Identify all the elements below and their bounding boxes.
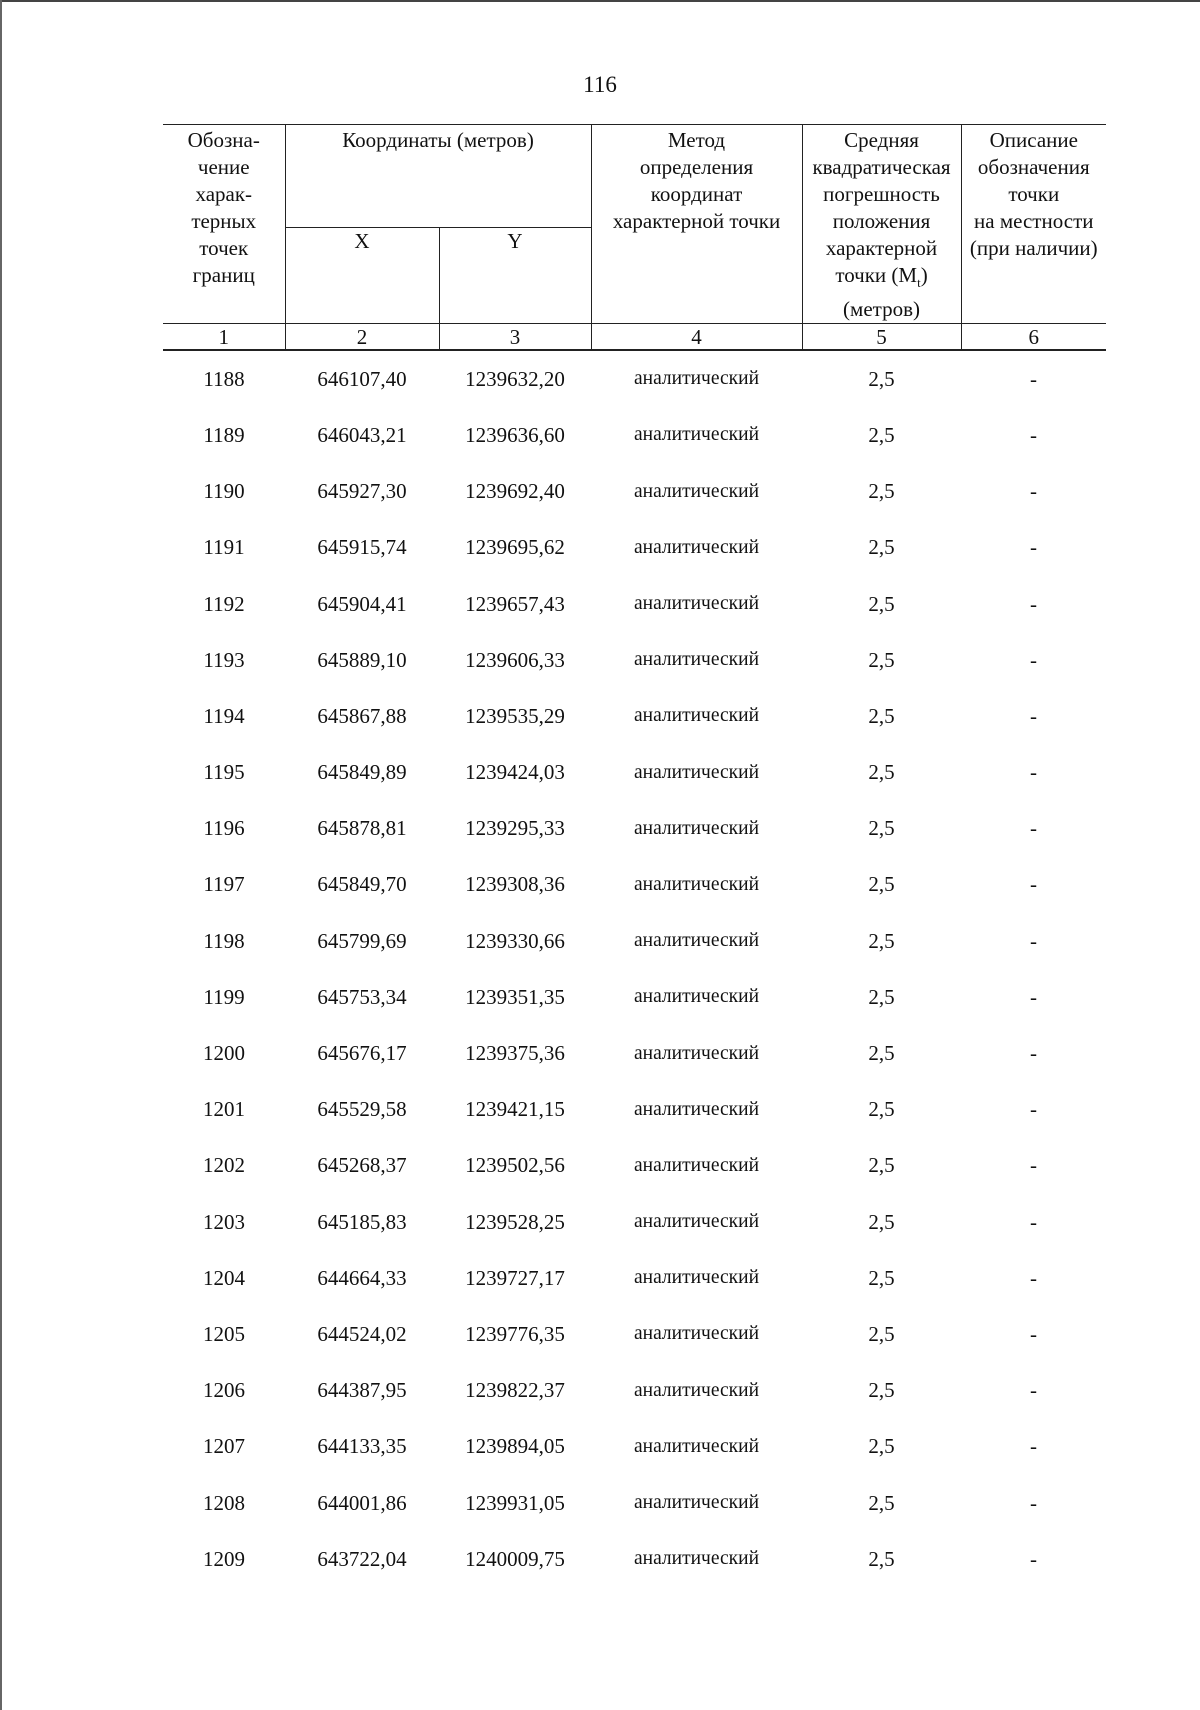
y-coordinate-cell: 1239931,05 — [465, 1490, 565, 1515]
table-header — [163, 125, 1106, 351]
table-row — [163, 1025, 1106, 1081]
error-cell: 2,5 — [868, 479, 895, 504]
description-cell: - — [1030, 703, 1038, 728]
header-error-subscript: t — [917, 275, 921, 291]
point-id-cell: 1203 — [203, 1209, 245, 1234]
point-id-cell: 1191 — [203, 535, 245, 560]
method-cell: аналитический — [634, 817, 760, 839]
y-coordinate-cell: 1240009,75 — [465, 1546, 565, 1571]
y-coordinate-cell: 1239727,17 — [465, 1265, 565, 1290]
table-row — [163, 1363, 1106, 1419]
error-cell: 2,5 — [868, 1097, 895, 1122]
table-row — [163, 1250, 1106, 1306]
y-coordinate-cell: 1239424,03 — [465, 760, 565, 785]
description-cell: - — [1030, 1490, 1038, 1515]
x-coordinate-cell: 645867,88 — [317, 703, 407, 728]
y-coordinate-cell: 1239421,15 — [465, 1097, 565, 1122]
column-number-3: 3 — [439, 324, 591, 351]
x-coordinate-cell: 644133,35 — [317, 1434, 407, 1459]
x-coordinate-cell: 645268,37 — [317, 1153, 407, 1178]
description-cell: - — [1030, 760, 1038, 785]
method-cell: аналитический — [634, 1492, 760, 1514]
x-coordinate-cell: 645753,34 — [317, 984, 407, 1009]
point-id-cell: 1196 — [203, 816, 245, 841]
method-cell: аналитический — [634, 1548, 760, 1570]
point-id-cell: 1189 — [203, 422, 245, 447]
point-id-cell: 1205 — [203, 1321, 245, 1346]
column-number-1: 1 — [163, 324, 285, 351]
table-row — [163, 1138, 1106, 1194]
table-row — [163, 745, 1106, 801]
y-coordinate-cell: 1239330,66 — [465, 928, 565, 953]
description-cell: - — [1030, 1097, 1038, 1122]
error-cell: 2,5 — [868, 1546, 895, 1571]
error-cell: 2,5 — [868, 1209, 895, 1234]
column-number-6: 6 — [961, 324, 1106, 351]
y-coordinate-cell: 1239528,25 — [465, 1209, 565, 1234]
point-id-cell: 1192 — [203, 591, 245, 616]
x-coordinate-cell: 644387,95 — [317, 1378, 407, 1403]
x-coordinate-cell: 644664,33 — [317, 1265, 407, 1290]
y-coordinate-cell: 1239776,35 — [465, 1321, 565, 1346]
point-id-cell: 1201 — [203, 1097, 245, 1122]
method-cell: аналитический — [634, 424, 760, 446]
x-coordinate-cell: 645889,10 — [317, 647, 407, 672]
description-cell: - — [1030, 422, 1038, 447]
description-cell: - — [1030, 1209, 1038, 1234]
x-coordinate-cell: 645878,81 — [317, 816, 407, 841]
y-coordinate-cell: 1239351,35 — [465, 984, 565, 1009]
error-cell: 2,5 — [868, 647, 895, 672]
point-id-cell: 1190 — [203, 479, 245, 504]
header-point-designation: Обозна- чение харак- терных точек границ — [163, 125, 285, 324]
x-coordinate-cell: 645927,30 — [317, 479, 407, 504]
table-row — [163, 632, 1106, 688]
column-numbers-row — [163, 324, 1106, 351]
error-cell: 2,5 — [868, 1378, 895, 1403]
description-cell: - — [1030, 479, 1038, 504]
x-coordinate-cell: 645185,83 — [317, 1209, 407, 1234]
header-error-text: Средняя квадратическая погрешность положения характерной точки (M — [812, 128, 951, 287]
table-row — [163, 1531, 1106, 1587]
error-cell: 2,5 — [868, 422, 895, 447]
table-row — [163, 857, 1106, 913]
method-cell: аналитический — [634, 705, 760, 727]
description-cell: - — [1030, 647, 1038, 672]
error-cell: 2,5 — [868, 872, 895, 897]
table-row — [163, 1082, 1106, 1138]
table-row — [163, 464, 1106, 520]
y-coordinate-cell: 1239375,36 — [465, 1041, 565, 1066]
point-id-cell: 1200 — [203, 1041, 245, 1066]
error-cell: 2,5 — [868, 1434, 895, 1459]
method-cell: аналитический — [634, 1098, 760, 1120]
y-coordinate-cell: 1239295,33 — [465, 816, 565, 841]
method-cell: аналитический — [634, 1042, 760, 1064]
method-cell: аналитический — [634, 593, 760, 615]
method-cell: аналитический — [634, 761, 760, 783]
y-coordinate-cell: 1239692,40 — [465, 479, 565, 504]
method-cell: аналитический — [634, 536, 760, 558]
x-coordinate-cell: 645849,70 — [317, 872, 407, 897]
table-row — [163, 576, 1106, 632]
description-cell: - — [1030, 872, 1038, 897]
y-coordinate-cell: 1239822,37 — [465, 1378, 565, 1403]
point-id-cell: 1202 — [203, 1153, 245, 1178]
error-cell: 2,5 — [868, 1153, 895, 1178]
error-cell: 2,5 — [868, 816, 895, 841]
x-coordinate-cell: 645904,41 — [317, 591, 407, 616]
method-cell: аналитический — [634, 480, 760, 502]
x-coordinate-cell: 645849,89 — [317, 760, 407, 785]
column-number-2: 2 — [285, 324, 439, 351]
error-cell: 2,5 — [868, 928, 895, 953]
point-id-cell: 1188 — [203, 366, 245, 391]
description-cell: - — [1030, 816, 1038, 841]
description-cell: - — [1030, 1378, 1038, 1403]
x-coordinate-cell: 644524,02 — [317, 1321, 407, 1346]
page-number: 116 — [583, 72, 617, 97]
error-cell: 2,5 — [868, 1490, 895, 1515]
y-coordinate-cell: 1239632,20 — [465, 366, 565, 391]
method-cell: аналитический — [634, 986, 760, 1008]
x-coordinate-cell: 645529,58 — [317, 1097, 407, 1122]
table-row — [163, 801, 1106, 857]
point-id-cell: 1209 — [203, 1546, 245, 1571]
method-cell: аналитический — [634, 1154, 760, 1176]
method-cell: аналитический — [634, 649, 760, 671]
x-coordinate-cell: 645676,17 — [317, 1041, 407, 1066]
point-id-cell: 1198 — [203, 928, 245, 953]
error-cell: 2,5 — [868, 535, 895, 560]
error-cell: 2,5 — [868, 984, 895, 1009]
method-cell: аналитический — [634, 1379, 760, 1401]
error-cell: 2,5 — [868, 591, 895, 616]
point-id-cell: 1207 — [203, 1434, 245, 1459]
error-cell: 2,5 — [868, 366, 895, 391]
description-cell: - — [1030, 1265, 1038, 1290]
coordinates-table-wrapper — [163, 124, 1106, 1587]
point-id-cell: 1208 — [203, 1490, 245, 1515]
table-row — [163, 688, 1106, 744]
y-coordinate-cell: 1239657,43 — [465, 591, 565, 616]
x-coordinate-cell: 646043,21 — [317, 422, 407, 447]
y-coordinate-cell: 1239308,36 — [465, 872, 565, 897]
description-cell: - — [1030, 366, 1038, 391]
point-id-cell: 1197 — [203, 872, 245, 897]
x-coordinate-cell: 644001,86 — [317, 1490, 407, 1515]
table-row — [163, 520, 1106, 576]
header-method: Метод определения координат характерной точки — [591, 125, 802, 324]
table-row — [163, 1475, 1106, 1531]
description-cell: - — [1030, 984, 1038, 1009]
error-cell: 2,5 — [868, 703, 895, 728]
table-row — [163, 913, 1106, 969]
method-cell: аналитический — [634, 1211, 760, 1233]
y-coordinate-cell: 1239636,60 — [465, 422, 565, 447]
column-number-4: 4 — [591, 324, 802, 351]
header-y: Y — [439, 228, 591, 324]
description-cell: - — [1030, 535, 1038, 560]
y-coordinate-cell: 1239502,56 — [465, 1153, 565, 1178]
scan-edge-left — [0, 0, 2, 1710]
point-id-cell: 1199 — [203, 984, 245, 1009]
method-cell: аналитический — [634, 873, 760, 895]
description-cell: - — [1030, 1434, 1038, 1459]
header-error-tail: ) (метров) — [843, 263, 928, 322]
error-cell: 2,5 — [868, 1321, 895, 1346]
y-coordinate-cell: 1239695,62 — [465, 535, 565, 560]
x-coordinate-cell: 643722,04 — [317, 1546, 407, 1571]
description-cell: - — [1030, 1321, 1038, 1346]
table-body — [163, 350, 1106, 1587]
description-cell: - — [1030, 591, 1038, 616]
table-row — [163, 407, 1106, 463]
table-row — [163, 1306, 1106, 1362]
table-row — [163, 969, 1106, 1025]
table-row — [163, 1419, 1106, 1475]
y-coordinate-cell: 1239606,33 — [465, 647, 565, 672]
description-cell: - — [1030, 1041, 1038, 1066]
method-cell: аналитический — [634, 1435, 760, 1457]
point-id-cell: 1206 — [203, 1378, 245, 1403]
description-cell: - — [1030, 1153, 1038, 1178]
point-id-cell: 1204 — [203, 1265, 245, 1290]
description-cell: - — [1030, 928, 1038, 953]
x-coordinate-cell: 646107,40 — [317, 366, 407, 391]
header-mean-square-error — [802, 125, 961, 324]
method-cell: аналитический — [634, 368, 760, 390]
y-coordinate-cell: 1239535,29 — [465, 703, 565, 728]
error-cell: 2,5 — [868, 760, 895, 785]
column-number-5: 5 — [802, 324, 961, 351]
error-cell: 2,5 — [868, 1041, 895, 1066]
header-coordinates-group: Координаты (метров) — [285, 125, 591, 228]
point-id-cell: 1194 — [203, 703, 245, 728]
x-coordinate-cell: 645915,74 — [317, 535, 407, 560]
method-cell: аналитический — [634, 1323, 760, 1345]
method-cell: аналитический — [634, 930, 760, 952]
description-cell: - — [1030, 1546, 1038, 1571]
table-row — [163, 350, 1106, 407]
header-description: Описание обозначения точки на местности (при наличии) — [961, 125, 1106, 324]
header-x: X — [285, 228, 439, 324]
coordinates-table — [163, 124, 1106, 1587]
point-id-cell: 1195 — [203, 760, 245, 785]
error-cell: 2,5 — [868, 1265, 895, 1290]
point-id-cell: 1193 — [203, 647, 245, 672]
scan-edge-top — [0, 0, 1200, 2]
method-cell: аналитический — [634, 1267, 760, 1289]
x-coordinate-cell: 645799,69 — [317, 928, 407, 953]
table-row — [163, 1194, 1106, 1250]
y-coordinate-cell: 1239894,05 — [465, 1434, 565, 1459]
